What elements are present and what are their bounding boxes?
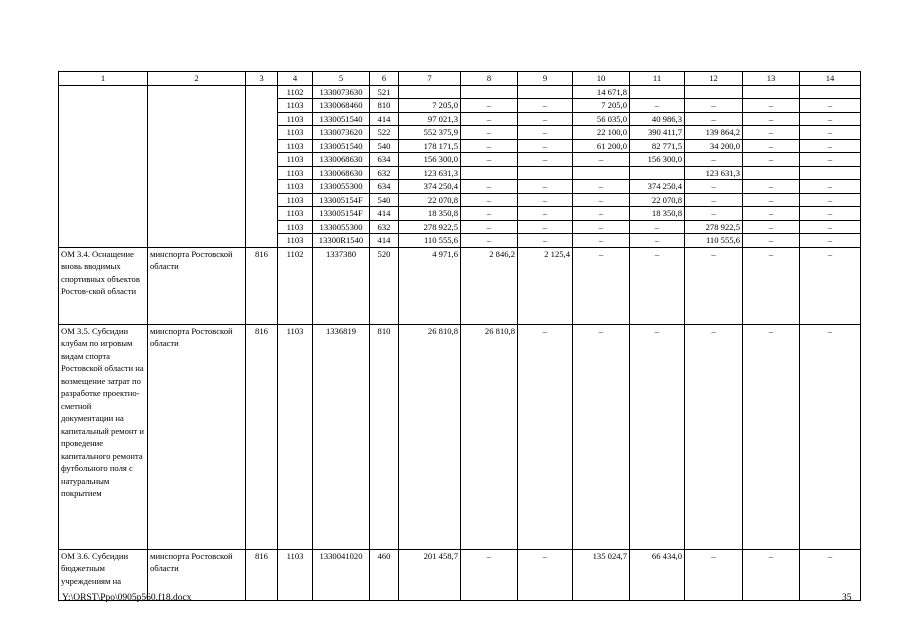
table-cell: – (573, 193, 630, 207)
continued-executor-cell (148, 85, 246, 247)
table-cell: 2 846,2 (461, 247, 518, 324)
table-cell: 520 (370, 247, 399, 324)
table-cell: – (743, 99, 800, 113)
table-cell: 522 (370, 126, 399, 140)
measure-name: ОМ 3.5. Субсидии клубам по игровым видам спорта Ростовской области на возмещение затрат по разработке проектно-сметной документации на капитальный ремонт и проведение капитального ремонта футбольного поля с натуральным покрытием (59, 324, 148, 549)
table-cell: – (461, 549, 518, 600)
table-cell: – (518, 193, 573, 207)
table-cell: 390 411,7 (630, 126, 685, 140)
column-header: 12 (685, 72, 743, 86)
table-cell: – (461, 99, 518, 113)
column-header: 6 (370, 72, 399, 86)
table-cell: 1330068460 (313, 99, 370, 113)
table-cell: 816 (246, 324, 278, 549)
table-cell: – (518, 220, 573, 234)
table-cell: 1103 (278, 207, 313, 221)
table-cell: – (518, 234, 573, 248)
table-cell: 61 200,0 (573, 139, 630, 153)
table-cell: 135 024,7 (573, 549, 630, 600)
table-cell: 374 250,4 (399, 180, 461, 194)
table-cell: 414 (370, 234, 399, 248)
table-cell: – (518, 549, 573, 600)
table-cell: 552 375,9 (399, 126, 461, 140)
table-cell: 634 (370, 180, 399, 194)
table-cell: – (743, 112, 800, 126)
table-cell: 13300R1540 (313, 234, 370, 248)
table-cell: 414 (370, 112, 399, 126)
table-cell: 1102 (278, 85, 313, 99)
table-cell: 632 (370, 220, 399, 234)
table-cell: – (630, 220, 685, 234)
table-cell (630, 166, 685, 180)
table-cell (518, 85, 573, 99)
header-row (59, 72, 861, 86)
continued-measure-cell (59, 85, 148, 247)
table-cell: – (800, 549, 861, 600)
table-cell: 521 (370, 85, 399, 99)
table-cell: – (461, 234, 518, 248)
table-cell: – (800, 234, 861, 248)
table-cell: 1330051540 (313, 139, 370, 153)
table-cell: – (630, 324, 685, 549)
table-cell (743, 166, 800, 180)
table-cell: 540 (370, 139, 399, 153)
table-cell: – (743, 193, 800, 207)
table-cell: – (573, 247, 630, 324)
table-cell: – (461, 153, 518, 167)
table-cell: – (461, 139, 518, 153)
table-cell (685, 85, 743, 99)
table-cell: 374 250,4 (630, 180, 685, 194)
table-cell: 18 350,8 (630, 207, 685, 221)
table-cell: 1103 (278, 549, 313, 600)
table-cell: 632 (370, 166, 399, 180)
table-cell: 26 810,8 (399, 324, 461, 549)
table-cell: – (461, 193, 518, 207)
table-cell: – (800, 220, 861, 234)
column-header: 4 (278, 72, 313, 86)
table-cell: – (685, 180, 743, 194)
table-cell: 1103 (278, 193, 313, 207)
table-cell: 123 631,3 (399, 166, 461, 180)
footer-page-number: 35 (842, 593, 852, 603)
footer-file-path: Y:\ORST\Ppo\0905p560.f18.docx (62, 593, 192, 603)
continued-code-cell (246, 85, 278, 247)
table-cell: – (743, 126, 800, 140)
table-cell: – (800, 153, 861, 167)
table-cell: – (685, 247, 743, 324)
table-cell (518, 166, 573, 180)
column-header: 13 (743, 72, 800, 86)
table-cell: 1103 (278, 324, 313, 549)
table-cell: 1330055300 (313, 180, 370, 194)
table-cell: – (800, 247, 861, 324)
table-cell (399, 85, 461, 99)
table-cell: – (518, 126, 573, 140)
table-cell: – (461, 180, 518, 194)
table-cell: – (630, 247, 685, 324)
table-cell: 2 125,4 (518, 247, 573, 324)
table-cell: 133005154F (313, 207, 370, 221)
table-cell (461, 166, 518, 180)
table-cell: – (743, 180, 800, 194)
table-cell: – (685, 153, 743, 167)
table-cell: – (518, 112, 573, 126)
table-cell: – (573, 180, 630, 194)
table-cell: 460 (370, 549, 399, 600)
table-cell: 4 971,6 (399, 247, 461, 324)
table-cell: – (573, 153, 630, 167)
column-header: 3 (246, 72, 278, 86)
table-cell: – (573, 324, 630, 549)
table-cell: 14 671,8 (573, 85, 630, 99)
measure-executor: минспорта Ростовской области (148, 324, 246, 549)
table-cell: 1103 (278, 166, 313, 180)
column-header: 11 (630, 72, 685, 86)
table-cell: – (685, 207, 743, 221)
table-cell: – (743, 153, 800, 167)
table-cell: 1102 (278, 247, 313, 324)
table-cell: 22 070,8 (399, 193, 461, 207)
column-header: 7 (399, 72, 461, 86)
table-cell: 1330073630 (313, 85, 370, 99)
table-cell: – (630, 99, 685, 113)
table-cell: – (743, 549, 800, 600)
table-row (59, 85, 861, 99)
table-cell: – (743, 234, 800, 248)
table-cell: – (743, 207, 800, 221)
measure-row (59, 324, 861, 549)
table-cell: 178 171,5 (399, 139, 461, 153)
table-cell: – (518, 153, 573, 167)
table-cell: 110 555,6 (685, 234, 743, 248)
table-cell: – (800, 324, 861, 549)
table-cell: 1330073620 (313, 126, 370, 140)
table-cell: 1103 (278, 126, 313, 140)
table-cell: – (800, 126, 861, 140)
measure-executor: минспорта Ростовской области (148, 247, 246, 324)
table-cell: – (573, 234, 630, 248)
table-cell: – (685, 112, 743, 126)
table-cell: 1103 (278, 180, 313, 194)
table-cell: – (800, 99, 861, 113)
column-header: 10 (573, 72, 630, 86)
table-cell: 1337380 (313, 247, 370, 324)
column-header: 5 (313, 72, 370, 86)
table-cell: 133005154F (313, 193, 370, 207)
table-cell: 1330068630 (313, 153, 370, 167)
table-cell: 22 100,0 (573, 126, 630, 140)
table-cell: 66 434,0 (630, 549, 685, 600)
table-cell: 810 (370, 99, 399, 113)
table-cell: – (685, 99, 743, 113)
table-cell: – (518, 99, 573, 113)
table-cell (800, 85, 861, 99)
measure-name: ОМ 3.6. Субсидии бюджетным учреждениям на (59, 549, 148, 600)
table-cell: 18 350,8 (399, 207, 461, 221)
table-cell: 1336819 (313, 324, 370, 549)
table-cell: 123 631,3 (685, 166, 743, 180)
table-cell: 110 555,6 (399, 234, 461, 248)
table-cell: 1103 (278, 220, 313, 234)
table-cell: – (518, 324, 573, 549)
table-cell: – (685, 549, 743, 600)
table-cell (630, 85, 685, 99)
table-cell: 1103 (278, 153, 313, 167)
column-header: 1 (59, 72, 148, 86)
table-cell: – (800, 180, 861, 194)
table-cell: 97 021,3 (399, 112, 461, 126)
table-cell: – (461, 207, 518, 221)
table-cell: 810 (370, 324, 399, 549)
table-cell: – (800, 193, 861, 207)
table-cell: – (518, 139, 573, 153)
table-cell: 156 300,0 (399, 153, 461, 167)
column-header: 8 (461, 72, 518, 86)
table-cell: 278 922,5 (685, 220, 743, 234)
table-cell: 634 (370, 153, 399, 167)
table-cell (800, 166, 861, 180)
table-cell (461, 85, 518, 99)
table-cell: 278 922,5 (399, 220, 461, 234)
table-cell: 1103 (278, 139, 313, 153)
table-cell: – (743, 247, 800, 324)
table-cell: – (518, 180, 573, 194)
table-cell: 7 205,0 (399, 99, 461, 113)
table-cell: – (743, 139, 800, 153)
table-cell: – (573, 220, 630, 234)
table-cell: – (685, 193, 743, 207)
table-cell: 1330051540 (313, 112, 370, 126)
table-cell: – (743, 220, 800, 234)
table-cell: – (743, 324, 800, 549)
table-cell: 40 986,3 (630, 112, 685, 126)
table-cell: – (800, 207, 861, 221)
measure-name: ОМ 3.4. Оснащение вновь вводимых спортивных объектов Ростов-ской области (59, 247, 148, 324)
table-cell (573, 166, 630, 180)
table-cell: 26 810,8 (461, 324, 518, 549)
table-cell: 201 458,7 (399, 549, 461, 600)
budget-table (58, 71, 861, 601)
column-header: 9 (518, 72, 573, 86)
table-cell: 816 (246, 549, 278, 600)
table-cell: 34 200,0 (685, 139, 743, 153)
table-cell: – (573, 207, 630, 221)
table-cell: 7 205,0 (573, 99, 630, 113)
table-cell: 82 771,5 (630, 139, 685, 153)
table-cell: 22 070,8 (630, 193, 685, 207)
table-cell (743, 85, 800, 99)
table-cell: – (461, 112, 518, 126)
table-cell: – (685, 324, 743, 549)
table-cell: 1103 (278, 112, 313, 126)
table-cell: 1103 (278, 234, 313, 248)
measure-executor: минспорта Ростовской области (148, 549, 246, 600)
table-cell: – (800, 139, 861, 153)
table-cell: 1330055300 (313, 220, 370, 234)
measure-row (59, 247, 861, 324)
table-cell: 540 (370, 193, 399, 207)
table-cell: – (461, 126, 518, 140)
table-cell: 816 (246, 247, 278, 324)
table-cell: 139 864,2 (685, 126, 743, 140)
table-cell: 414 (370, 207, 399, 221)
table-cell: – (630, 234, 685, 248)
table-cell: 1330041020 (313, 549, 370, 600)
table-cell: 56 035,0 (573, 112, 630, 126)
table-cell: 156 300,0 (630, 153, 685, 167)
table-cell: 1330068630 (313, 166, 370, 180)
table-cell: – (461, 220, 518, 234)
table-cell: 1103 (278, 99, 313, 113)
table-cell: – (800, 112, 861, 126)
table-cell: – (518, 207, 573, 221)
column-header: 14 (800, 72, 861, 86)
column-header: 2 (148, 72, 246, 86)
